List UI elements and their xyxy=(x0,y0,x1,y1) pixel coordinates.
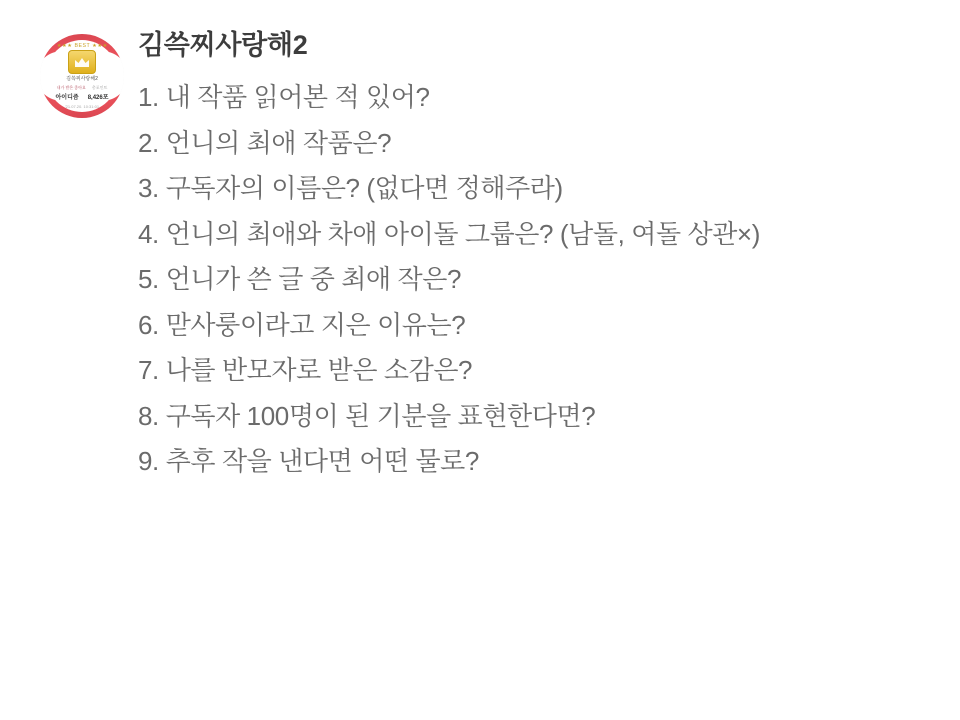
avatar-nickname: 김쓱찌사랑해2 xyxy=(66,76,98,82)
avatar-stat-label-2: 총포인트 xyxy=(91,84,108,90)
crown-icon xyxy=(75,57,89,67)
list-item: 1. 내 작품 읽어본 적 있어? xyxy=(138,82,430,113)
avatar[interactable] xyxy=(40,34,124,118)
avatar-arc-text: ★★★ BEST ★★★ xyxy=(56,43,108,49)
list-item: 8. 구독자 100명이 된 기분을 표현한다면? xyxy=(138,400,596,431)
list-item: 9. 추후 작을 낸다면 어떤 물로? xyxy=(138,446,479,477)
list-item: 5. 언니가 쓴 글 중 최애 작은? xyxy=(138,264,462,295)
list-item: 3. 구독자의 이름은? (없다면 정해주라) xyxy=(138,173,563,204)
medal-icon xyxy=(68,50,96,74)
list-item: 4. 언니의 최애와 차애 아이돌 그룹은? (남돌, 여돌 상관×) xyxy=(138,218,760,249)
page-title: 김쓱찌사랑해2 xyxy=(138,30,308,60)
avatar-stat-value-2: 8,426포 xyxy=(87,94,109,101)
avatar-inner xyxy=(46,40,118,112)
list-item: 2. 언니의 최애 작품은? xyxy=(138,127,392,158)
list-item: 6. 맏사룽이라고 지은 이유는? xyxy=(138,309,466,340)
avatar-stat-labels xyxy=(57,85,108,91)
avatar-stat-label-1: 내가 받은 좋아요 xyxy=(56,84,86,90)
avatar-date: '21.07.20. 10:31:01 xyxy=(64,103,100,109)
avatar-stat-value-1: 아이디즘 xyxy=(55,94,79,101)
question-list xyxy=(138,75,936,485)
post-content xyxy=(128,28,936,485)
list-item: 7. 나를 반모자로 받은 소감은? xyxy=(138,355,473,386)
avatar-column xyxy=(40,28,128,118)
avatar-stat-values xyxy=(56,92,109,101)
